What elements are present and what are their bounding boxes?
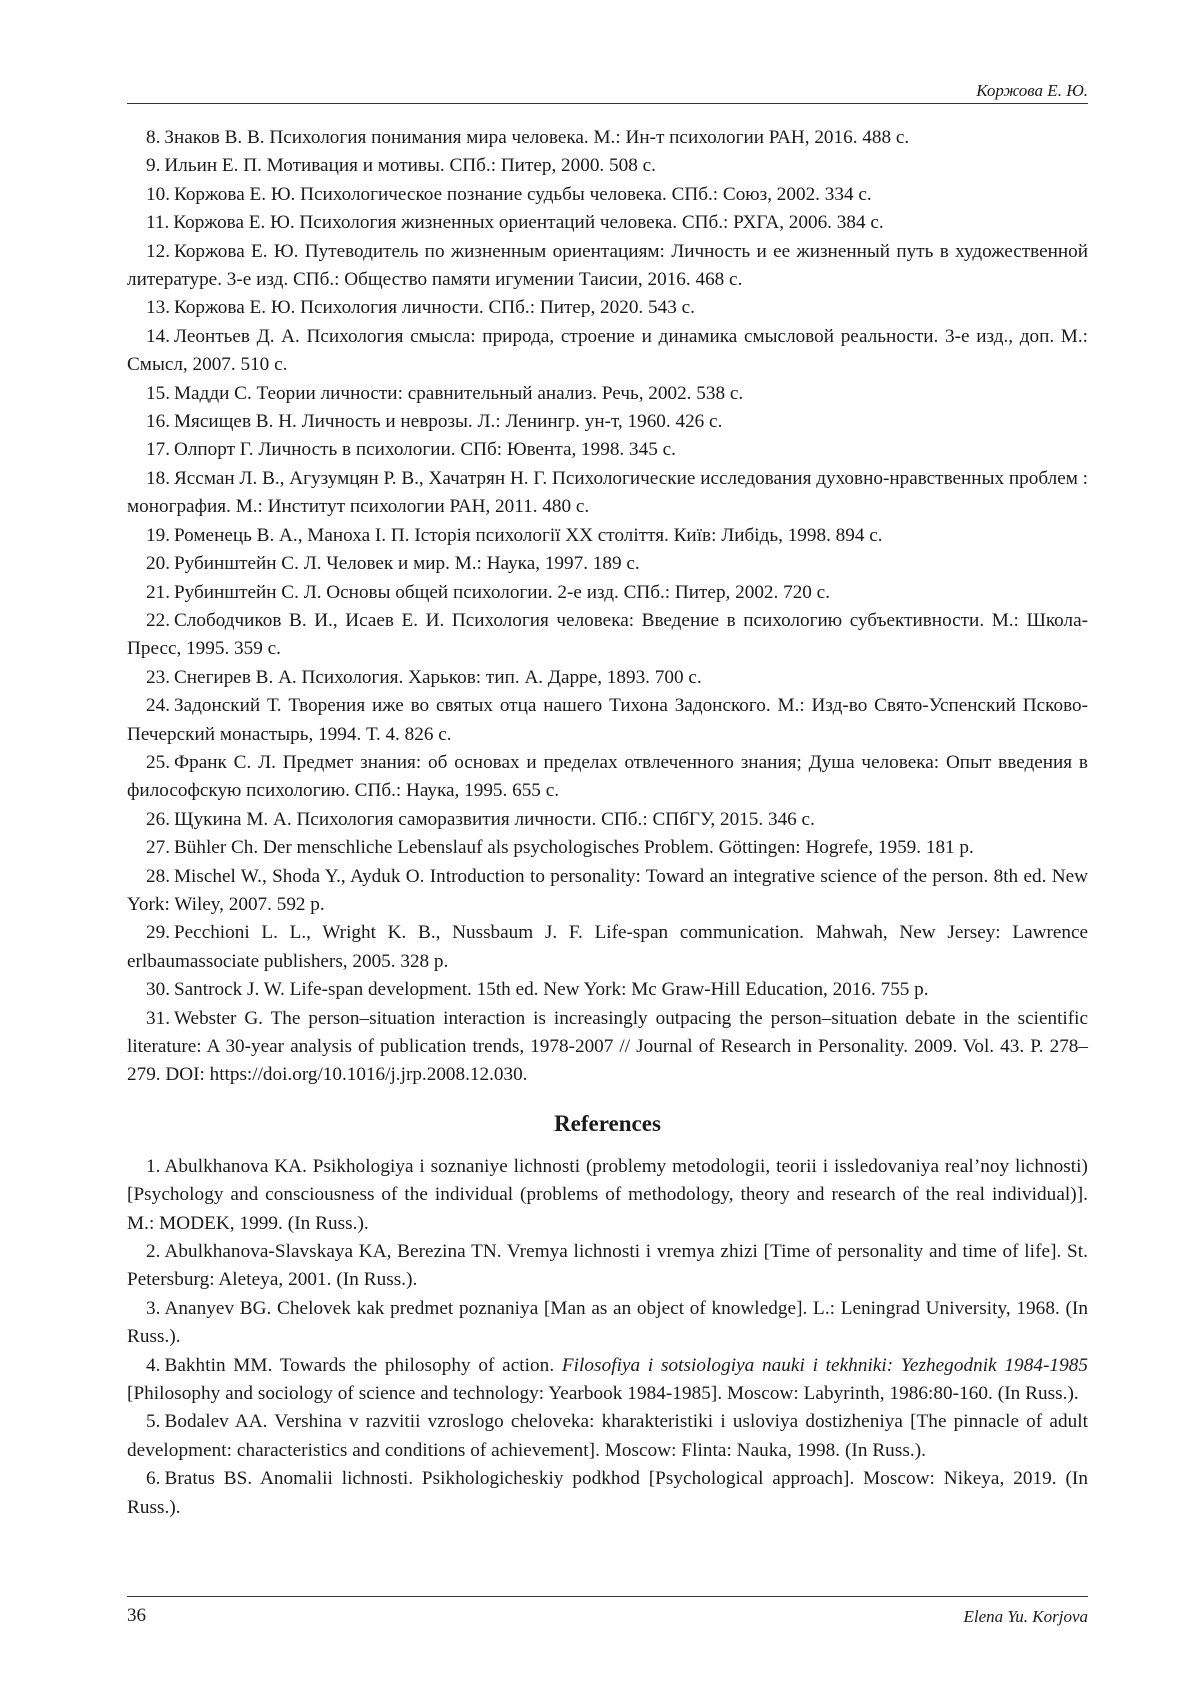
list-item-italic-title: Filosofiya i sotsiologiya nauki i tekhniki: Yezhegodnik 1984-1985 (561, 1354, 1088, 1376)
list-item-number: 19. (146, 524, 170, 546)
list-item (127, 323, 1088, 380)
list-item-text: Роменець В. А., Маноха І. П. Історія психології XX століття. Київ: Либідь, 1998. 894 с. (173, 524, 883, 546)
references-heading: References (554, 1110, 661, 1136)
list-item-text: [Philosophy and sociology of science and technology: Yearbook 1984-1985]. Moscow: Labyrinth, 1986:80-160. (In Russ.). (127, 1383, 1079, 1405)
page-number: 36 (127, 1605, 146, 1626)
list-item-number: 28. (146, 865, 170, 887)
references-list (127, 1153, 1088, 1522)
list-item (127, 550, 1088, 578)
list-item-number: 26. (146, 808, 170, 830)
list-item (127, 1295, 1088, 1352)
list-item-text: Щукина М. А. Психология саморазвития личности. СПб.: СПбГУ, 2015. 346 с. (173, 808, 815, 830)
list-item-text: Знаков В. В. Психология понимания мира человека. М.: Ин-т психологии РАН, 2016. 488 с. (164, 127, 910, 148)
list-item (127, 238, 1088, 295)
running-header-author: Коржова Е. Ю. (976, 81, 1088, 100)
list-item-text: Ильин Е. П. Мотивация и мотивы. СПб.: Питер, 2000. 508 с. (164, 155, 656, 177)
list-item-number: 16. (146, 411, 170, 433)
list-item (127, 436, 1088, 464)
list-item-text: Коржова Е. Ю. Психологическое познание судьбы человека. СПб.: Союз, 2002. 334 с. (173, 183, 872, 205)
list-item-text: Abulkhanova KA. Psikhologiya i soznaniye lichnosti (problemy metodologii, teorii i issledovaniya real’noy lichnosti) [Psychology and consciousness of the individual (problems of methodology, theory and research of the real individual)]. M.: MODEK, 1999. (In Russ.). (127, 1155, 1088, 1234)
list-item-text: Слободчиков В. И., Исаев Е. И. Психология человека: Введение в психологию субъективности. М.: Школа-Пресс, 1995. 359 с. (127, 609, 1088, 660)
list-item-text: Webster G. The person–situation interaction is increasingly outpacing the person–situation debate in the scientific literature: A 30-year analysis of publication trends, 1978-2007 // Journal of Research in Personality. 2009. Vol. 43. P. 278–279. DOI: https://doi.org/10.1016/j.jrp.2008.12.030. (127, 1007, 1088, 1086)
list-item-text: Рубинштейн С. Л. Человек и мир. М.: Наука, 1997. 189 с. (173, 553, 640, 575)
list-item (127, 465, 1088, 522)
list-item (127, 863, 1088, 920)
list-item-text: Леонтьев Д. А. Психология смысла: природа, строение и динамика смысловой реальности. 3-е изд., доп. М.: Смысл, 2007. 510 с. (127, 325, 1088, 376)
list-item-number: 11. (146, 212, 170, 234)
list-item-text: Франк С. Л. Предмет знания: об основах и пределах отвлеченного знания; Душа человека: Опыт введения в философскую психологию. СПб.: Наука, 1995. 655 с. (127, 751, 1088, 802)
header-rule (127, 103, 1088, 104)
list-item (127, 806, 1088, 834)
list-item (127, 181, 1088, 209)
bibliography-list (127, 124, 1088, 1090)
list-item (127, 749, 1088, 806)
list-item (127, 152, 1088, 180)
list-item (127, 209, 1088, 237)
list-item-text: Коржова Е. Ю. Психология личности. СПб.: Питер, 2020. 543 с. (173, 297, 695, 319)
list-item (127, 124, 1088, 152)
list-item (127, 408, 1088, 436)
list-item-text: Bratus BS. Anomalii lichnosti. Psikhologicheskiy podkhod [Psychological approach]. Moscow: Nikeya, 2019. (In Russ.). (127, 1468, 1088, 1518)
list-item-text: Ananyev BG. Chelovek kak predmet poznaniya [Man as an object of knowledge]. L.: Leningrad University, 1968. (In Russ.). (127, 1297, 1088, 1348)
list-item (127, 607, 1088, 664)
list-item (127, 919, 1088, 976)
list-item (127, 522, 1088, 550)
footer-rule (127, 1596, 1088, 1597)
running-footer-author: Elena Yu. Korjova (963, 1607, 1088, 1626)
list-item (127, 380, 1088, 408)
list-item-number: 2. (146, 1241, 161, 1263)
list-item-number: 25. (146, 751, 170, 773)
list-item-number: 21. (146, 581, 170, 603)
list-item-number: 8. (146, 127, 161, 148)
list-item-number: 13. (146, 297, 170, 319)
list-item-number: 17. (146, 439, 170, 461)
list-item-text: Мадди С. Теории личности: сравнительный анализ. Речь, 2002. 538 с. (173, 382, 744, 404)
list-item-number: 14. (146, 325, 170, 347)
list-item (127, 1465, 1088, 1522)
list-item-text: Bühler Ch. Der menschliche Lebenslauf als psychologisches Problem. Göttingen: Hogrefe, 1959. 181 p. (173, 837, 974, 859)
list-item-number: 24. (146, 695, 170, 717)
list-item-text: Bakhtin MM. Towards the philosophy of action. (164, 1354, 562, 1376)
list-item-number: 30. (146, 979, 170, 1001)
list-item (127, 664, 1088, 692)
list-item-number: 31. (146, 1007, 170, 1029)
list-item-number: 1. (146, 1155, 161, 1177)
list-item-number: 27. (146, 837, 170, 859)
list-item-number: 12. (146, 240, 170, 262)
list-item (127, 579, 1088, 607)
list-item-text: Mischel W., Shoda Y., Ayduk O. Introduction to personality: Toward an integrative science of the person. 8th ed. New York: Wiley, 2007. 592 p. (127, 865, 1088, 915)
list-item-number: 10. (146, 183, 170, 205)
list-item (127, 1408, 1088, 1465)
list-item-number: 5. (146, 1411, 161, 1433)
list-item-number: 20. (146, 553, 170, 575)
list-item-text: Abulkhanova-Slavskaya KA, Berezina TN. Vremya lichnosti i vremya zhizi [Time of personality and time of life]. St. Petersburg: Aleteya, 2001. (In Russ.). (127, 1241, 1088, 1291)
list-item (127, 834, 1088, 862)
list-item-number: 29. (146, 922, 170, 944)
list-item-number: 18. (146, 467, 170, 489)
list-item (127, 1153, 1088, 1238)
list-item (127, 1238, 1088, 1295)
list-item (127, 294, 1088, 322)
list-item-text: Коржова Е. Ю. Психология жизненных ориентаций человека. СПб.: РХГА, 2006. 384 с. (173, 212, 884, 234)
list-item-text: Мясищев В. Н. Личность и неврозы. Л.: Ленингр. ун-т, 1960. 426 с. (173, 411, 723, 433)
list-item-text: Олпорт Г. Личность в психологии. СПб: Ювента, 1998. 345 с. (173, 439, 676, 461)
list-item-number: 22. (146, 609, 170, 631)
list-item (127, 692, 1088, 749)
list-item-number: 15. (146, 382, 170, 404)
list-item-text: Santrock J. W. Life-span development. 15th ed. New York: Mc Graw-Hill Education, 2016. 755 p. (173, 979, 929, 1001)
list-item-number: 23. (146, 666, 170, 688)
list-item-number: 9. (146, 155, 161, 177)
list-item-text: Задонский Т. Творения иже во святых отца нашего Тихона Задонского. М.: Изд-во Свято-Успенский Псково-Печерский монастырь, 1994. Т. 4. 826 с. (127, 695, 1088, 745)
list-item-text: Коржова Е. Ю. Путеводитель по жизненным ориентациям: Личность и ее жизненный путь в художественной литературе. 3-е изд. СПб.: Общество памяти игумении Таисии, 2016. 468 с. (127, 240, 1088, 291)
page-content (127, 124, 1088, 1522)
list-item-text: Снегирев В. А. Психология. Харьков: тип. А. Дарре, 1893. 700 с. (173, 666, 702, 688)
list-item-number: 4. (146, 1354, 161, 1376)
list-item-number: 3. (146, 1297, 161, 1319)
list-item-text: Рубинштейн С. Л. Основы общей психологии. 2-е изд. СПб.: Питер, 2002. 720 с. (173, 581, 830, 603)
list-item-text: Pecchioni L. L., Wright K. B., Nussbaum J. F. Life-span communication. Mahwah, New Jersey: Lawrence erlbaumassociate publishers, 2005. 328 p. (127, 922, 1088, 972)
list-item-text: Bodalev AA. Vershina v razvitii vzroslogo cheloveka: kharakteristiki i usloviya dostizheniya [The pinnacle of adult development: characteristics and conditions of achievement]. Moscow: Flinta: Nauka, 1998. (In Russ.). (127, 1411, 1088, 1461)
list-item (127, 976, 1088, 1004)
list-item-number: 6. (146, 1468, 161, 1490)
list-item-text: Яссман Л. В., Агузумцян Р. В., Хачатрян Н. Г. Психологические исследования духовно-нравственных проблем : монография. М.: Институт психологии РАН, 2011. 480 с. (127, 467, 1088, 518)
list-item (127, 1005, 1088, 1090)
list-item (127, 1352, 1088, 1409)
